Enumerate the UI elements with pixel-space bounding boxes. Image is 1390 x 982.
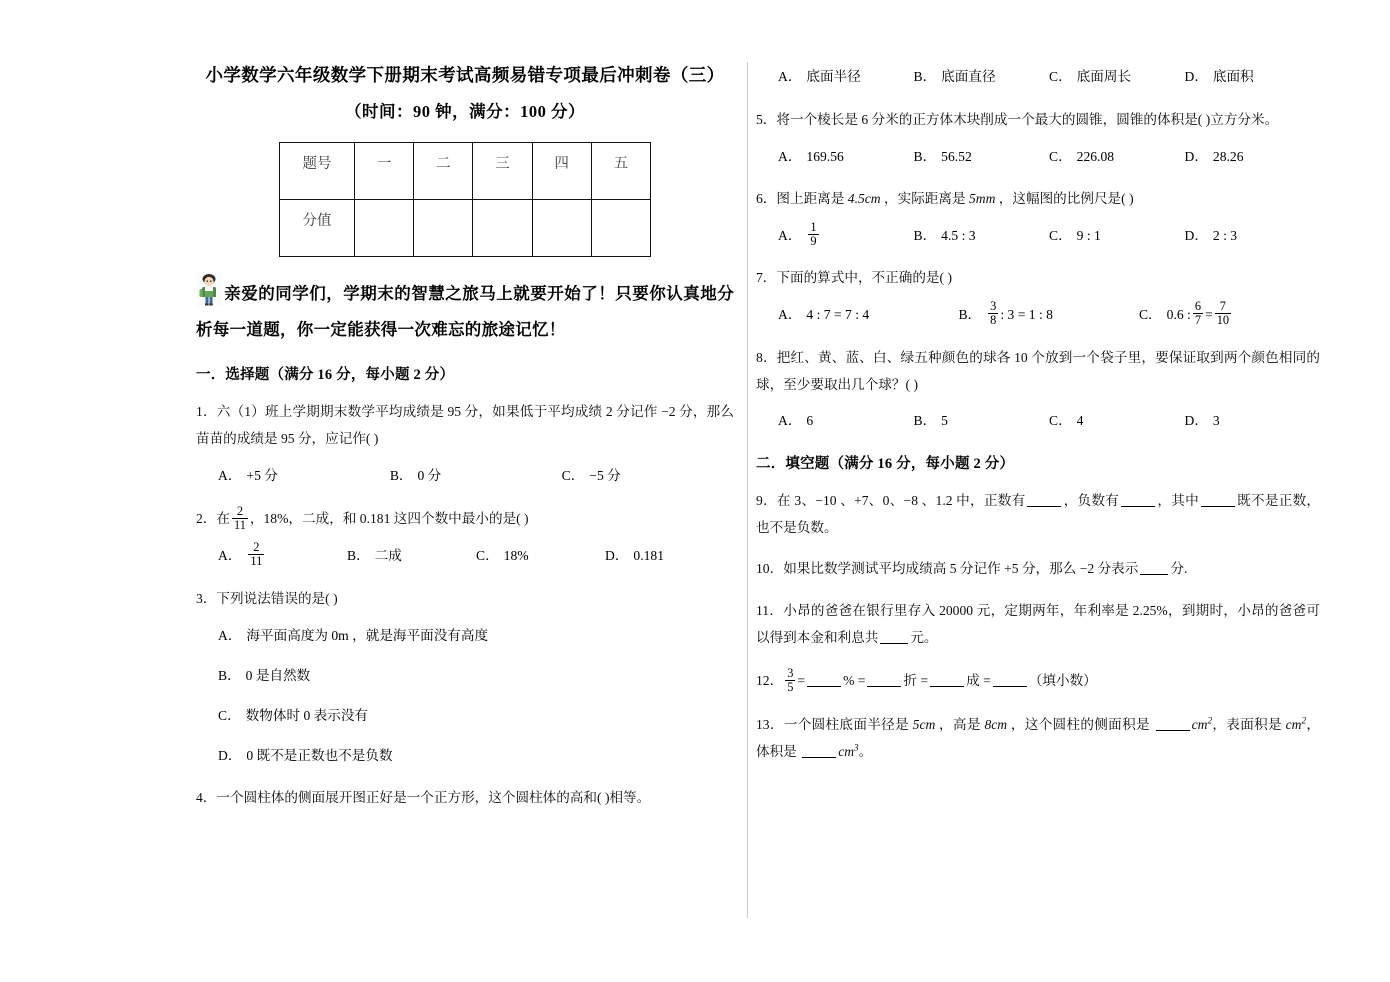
table-cell: 二 [414, 143, 473, 200]
measure-value: 8cm [984, 717, 1008, 733]
table-cell: 一 [355, 143, 414, 200]
table-cell [591, 200, 650, 257]
question-4-text: 一个圆柱体的侧面展开图正好是一个正方形，这个圆柱体的高和( )相等。 [216, 790, 651, 806]
question-11-number: 11． [756, 602, 784, 618]
fraction: $\frac{3}{5}$ [787, 666, 794, 695]
option-item[interactable]: B． 底面直径 [913, 69, 996, 85]
unit-label: $cm^2$ [1285, 715, 1307, 733]
question-6-stem: 6．图上距离是 4.5cm ，实际距离是 5mm ，这幅图的比例尺是( ) [756, 191, 1134, 207]
question-10-stem: 10．如果比数学测试平均成绩高 5 分记作 +5 分，那么 −2 分表示 分. [756, 561, 1188, 577]
option-item[interactable]: B． 二成 [347, 548, 402, 564]
unit-label: $cm^2$ [1191, 715, 1213, 733]
answer-blank[interactable] [880, 643, 908, 644]
intro-paragraph [196, 274, 734, 347]
question-2-number: 2． [196, 510, 217, 526]
answer-blank[interactable] [1156, 730, 1190, 731]
option-item[interactable]: B． 4.5 : 3 [913, 227, 976, 243]
question-5-text: 将一个棱长是 6 分米的正方体木块削成一个最大的圆锥，圆锥的体积是( )立方分米。 [776, 112, 1279, 127]
option-item[interactable]: A． 底面半径 [778, 69, 861, 85]
fraction: $\frac{1}{9}$ [810, 219, 817, 248]
question-3-stem [196, 585, 734, 612]
question-3-options [196, 620, 734, 770]
option-item[interactable]: C． 0.6 : $\frac{6}{7}$ = $\frac{7}{10}$ [1138, 299, 1230, 328]
section-header-choice: 一．选择题（满分 16 分，每小题 2 分） [196, 367, 455, 384]
option-item[interactable]: C． 9 : 1 [1049, 227, 1101, 243]
table-cell [414, 200, 473, 257]
option-item[interactable]: A． 169.56 [778, 148, 844, 164]
question-3-number: 3． [196, 590, 217, 606]
question-9-number: 9． [756, 492, 777, 508]
fraction: $\frac{6}{7}$ [1194, 299, 1202, 328]
question-7-options [756, 300, 1320, 330]
option-item[interactable]: C． 底面周长 [1049, 69, 1132, 85]
option-item[interactable]: A． 6 [778, 413, 814, 429]
answer-blank[interactable] [1201, 506, 1235, 507]
question-12-stem: 12． $\frac{3}{5}$ = % = 折 = 成 = （填小数） [756, 666, 1097, 695]
question-1-text: 六（1）班上学期期末数学平均成绩是 95 分，如果低于平均成绩 2 分记作 −2 分，那么苗苗的成绩是 95 分，应记作( ) [196, 404, 734, 447]
option-item[interactable]: B． 56.52 [913, 148, 972, 164]
table-row [280, 143, 651, 200]
measure-value: 5cm [912, 717, 936, 733]
option-item[interactable]: D． 底面积 [1184, 69, 1254, 85]
page-title: 小学数学六年级数学下册期末考试高频易错专项最后冲刺卷（三） [205, 65, 725, 85]
fraction: $\frac{2}{11}$ [250, 540, 263, 569]
answer-blank[interactable] [1121, 506, 1155, 507]
question-5-options [756, 141, 1320, 171]
table-cell [355, 200, 414, 257]
option-item[interactable]: D． 2 : 3 [1184, 227, 1238, 243]
score-table [279, 142, 651, 257]
answer-blank[interactable] [1140, 574, 1168, 575]
option-item[interactable]: C． 数物体时 0 表示没有 [218, 707, 369, 723]
question-8-text: 把红、黄、蓝、白、绿五种颜色的球各 10 个放到一个袋子里，要保证取到两个颜色相同的球，至少要取出几个球？( ) [756, 349, 1321, 392]
student-mascot-icon [196, 272, 222, 306]
question-8-stem [756, 344, 1320, 398]
option-item[interactable]: D． 0 既不是正数也不是负数 [218, 747, 393, 763]
table-cell: 三 [473, 143, 532, 200]
question-13-stem: 13．一个圆柱底面半径是 5cm ，高是 8cm ，这个圆柱的侧面积是 $cm^2$，表面积是 $cm^2$，体积是 $cm^3$。 [756, 715, 1321, 760]
answer-blank[interactable] [867, 686, 901, 687]
question-7-number: 7． [756, 270, 777, 286]
question-7-text: 下面的算式中，不正确的是( ) [776, 270, 952, 286]
fraction: $\frac{3}{8}$ [990, 299, 997, 328]
question-6-options [756, 220, 1320, 250]
table-cell: 五 [591, 143, 650, 200]
answer-blank[interactable] [993, 686, 1027, 687]
question-12-number: 12． [756, 672, 784, 688]
table-row-header: 分值 [280, 200, 355, 257]
option-item[interactable]: D． 3 [1184, 413, 1220, 429]
answer-blank[interactable] [1027, 506, 1061, 507]
question-2-options [196, 541, 734, 571]
option-item[interactable]: A． 4 : 7 = 7 : 4 [778, 306, 870, 322]
question-10-number: 10． [756, 561, 784, 577]
question-1-options [196, 461, 734, 491]
question-4-stem [196, 784, 734, 811]
intro-text: 亲爱的同学们，学期末的智慧之旅马上就要开始了！只要你认真地分析每一道题，你一定能获得一次难忘的旅途记忆！ [196, 284, 734, 339]
question-4-number: 4． [196, 790, 217, 806]
option-item[interactable]: D． 0.181 [605, 548, 665, 564]
question-3-text: 下列说法错误的是( ) [216, 590, 338, 606]
table-cell: 四 [532, 143, 591, 200]
question-1-stem [196, 398, 734, 452]
measure-value: 4.5cm [847, 191, 881, 207]
unit-label: $cm^3$ [838, 742, 859, 760]
fraction: $\frac{2}{11}$ [233, 503, 246, 532]
option-item[interactable]: D． 28.26 [1184, 148, 1244, 164]
option-item[interactable]: B． $\frac{3}{8}$ : 3 = 1 : 8 [958, 299, 1053, 328]
section-header-fill-blank: 二．填空题（满分 16 分，每小题 2 分） [756, 455, 1015, 472]
question-1-number: 1． [196, 404, 217, 420]
page-subtitle: （时间：90 钟，满分：100 分） [345, 102, 585, 122]
question-4-options [756, 62, 1320, 92]
question-5-number: 5． [756, 112, 777, 127]
measure-value: 5mm [968, 191, 996, 207]
option-item[interactable]: A． $\frac{2}{11}$ [218, 540, 263, 569]
right-column [756, 0, 1328, 774]
table-row [280, 200, 651, 257]
question-8-number: 8． [756, 349, 777, 365]
table-row-header: 题号 [280, 143, 355, 200]
answer-blank[interactable] [802, 757, 836, 758]
table-cell [473, 200, 532, 257]
question-13-number: 13． [756, 717, 784, 733]
question-9-stem: 9．在 3、−10 、+7、0、−8 、1.2 中，正数有 ，负数有 ，其中 既不是正数，也不是负数。 [756, 492, 1321, 536]
question-7-stem [756, 264, 1320, 291]
option-item[interactable]: B． 5 [913, 413, 948, 429]
option-item[interactable]: B． 0 分 [389, 467, 442, 483]
question-6-number: 6． [756, 191, 777, 207]
left-column [196, 0, 748, 819]
option-item[interactable]: C． −5 分 [561, 467, 621, 483]
question-11-stem: 11．小昂的爸爸在银行里存入 20000 元，定期两年，年利率是 2.25%，到期时，小昂的爸爸可以得到本金和利息共 元。 [756, 602, 1320, 645]
question-8-options [756, 406, 1320, 436]
fraction: $\frac{7}{10}$ [1216, 299, 1230, 328]
option-item[interactable]: A． 海平面高度为 0m ，就是海平面没有高度 [218, 627, 489, 643]
option-item[interactable]: C． 226.08 [1049, 148, 1115, 164]
option-item[interactable]: C． 18% [476, 548, 529, 564]
option-item[interactable]: A． +5 分 [218, 467, 278, 483]
option-item[interactable]: C． 4 [1049, 413, 1084, 429]
question-5-stem [756, 106, 1320, 133]
question-2-stem: 2．在 $\frac{2}{11}$ ，18%，二成，和 0.181 这四个数中最小的是( ) [196, 503, 529, 532]
option-item[interactable]: A． $\frac{1}{9}$ [778, 219, 817, 248]
option-item[interactable]: B． 0 是自然数 [218, 667, 311, 683]
answer-blank[interactable] [807, 686, 841, 687]
table-cell [532, 200, 591, 257]
answer-blank[interactable] [930, 686, 964, 687]
